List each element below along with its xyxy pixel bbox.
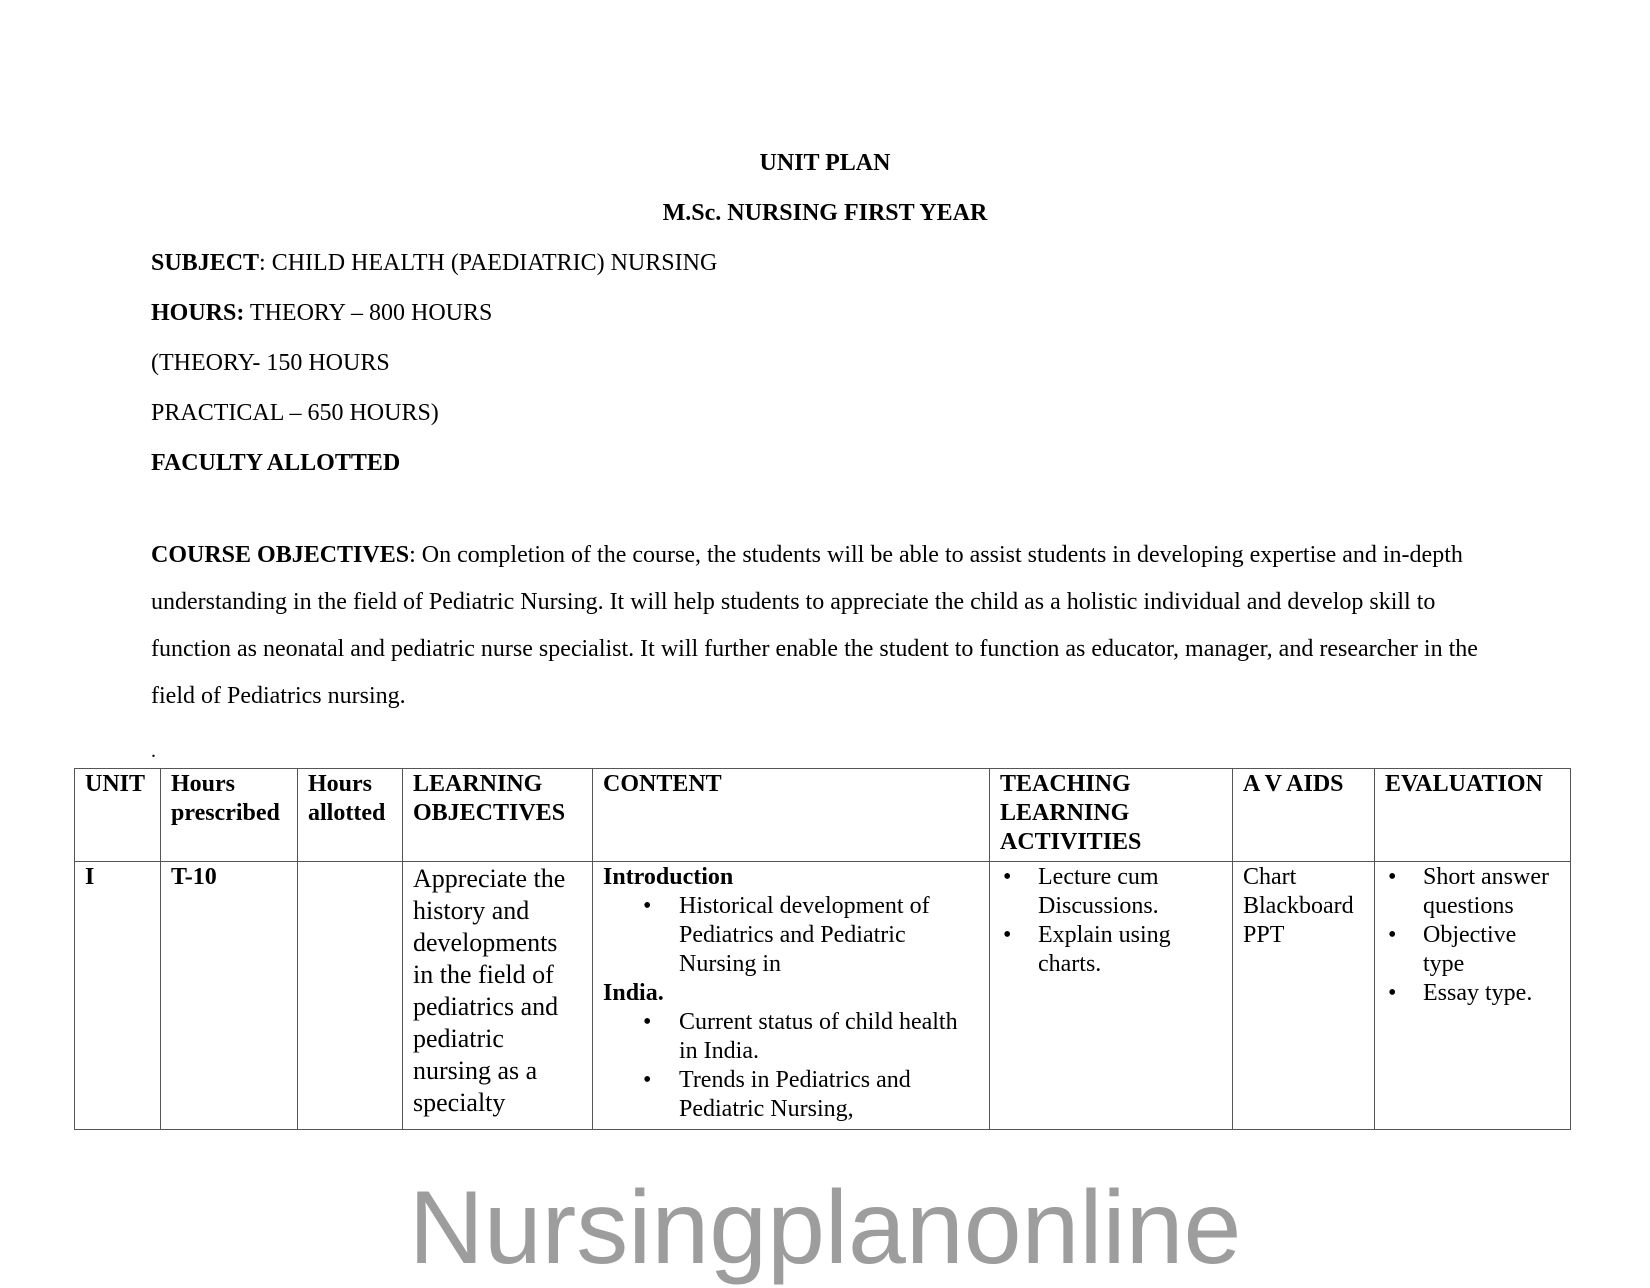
- header-unit: UNIT: [75, 769, 161, 862]
- table-header-row: [75, 769, 1571, 862]
- subject-line: [151, 250, 717, 277]
- list-item: • Explain using charts.: [1000, 921, 1222, 979]
- page-title: UNIT PLAN: [759, 150, 891, 176]
- cell-hours-allotted: [298, 862, 403, 1130]
- course-objectives-text: : On completion of the course, the students will be able to assist students in developing expertise and in-depth understanding in the field of Pediatric Nursing. It will help students to appreciate the child as a holistic individual and develop skill to function as neonatal and pediatric nurse specialist. It will further enable the student to function as educator, manager, and researcher in the field of Pediatrics nursing.: [151, 542, 1478, 709]
- header-learning-objectives: LEARNING OBJECTIVES: [403, 769, 593, 862]
- hours-label: HOURS:: [151, 300, 245, 326]
- av-aid-item: Blackboard: [1243, 893, 1354, 919]
- header-evaluation: EVALUATION: [1375, 769, 1571, 862]
- cell-content: [593, 862, 990, 1130]
- header-content: CONTENT: [593, 769, 990, 862]
- stray-mark: .: [151, 740, 156, 762]
- header-hours-prescribed: Hours prescribed: [161, 769, 298, 862]
- list-item: • Essay type.: [1385, 979, 1560, 1008]
- table-row: [75, 862, 1571, 1130]
- list-item: • Historical development of Pediatrics and Pediatric Nursing in: [603, 892, 979, 979]
- hours-value: THEORY – 800 HOURS: [244, 300, 493, 326]
- faculty-label: FACULTY ALLOTTED: [151, 450, 401, 476]
- course-objectives: [151, 532, 1511, 720]
- subject-label: SUBJECT: [151, 250, 260, 276]
- list-item: • Objective type: [1385, 921, 1560, 979]
- content-subheading: India.: [603, 980, 664, 1006]
- hours-line: [151, 300, 492, 327]
- page-subtitle: M.Sc. NURSING FIRST YEAR: [662, 200, 988, 226]
- cell-av-aids: [1233, 862, 1375, 1130]
- header-av-aids: A V AIDS: [1233, 769, 1375, 862]
- header-teaching-learning: TEACHING LEARNING ACTIVITIES: [990, 769, 1233, 862]
- content-list-a: [603, 892, 979, 979]
- list-item: • Lecture cum Discussions.: [1000, 863, 1222, 921]
- teaching-list: [1000, 863, 1222, 979]
- subject-value: : CHILD HEALTH (PAEDIATRIC) NURSING: [259, 250, 718, 276]
- cell-hours-prescribed: T-10: [161, 862, 298, 1130]
- list-item: • Trends in Pediatrics and Pediatric Nursing,: [603, 1066, 979, 1124]
- watermark-text: Nursingplanonline: [408, 1170, 1242, 1286]
- cell-teaching-learning: [990, 862, 1233, 1130]
- content-list-b: [603, 1008, 979, 1124]
- cell-learning-objective: Appreciate the history and developments in the field of pediatrics and pediatric nursing as a specialty: [403, 862, 593, 1130]
- list-item: • Short answer questions: [1385, 863, 1560, 921]
- practical-line: PRACTICAL – 650 HOURS): [151, 400, 439, 426]
- av-aid-item: PPT: [1243, 922, 1285, 948]
- cell-evaluation: [1375, 862, 1571, 1130]
- unit-plan-table: [74, 768, 1571, 1130]
- av-aid-item: Chart: [1243, 864, 1297, 890]
- list-item: • Current status of child health in India.: [603, 1008, 979, 1066]
- content-heading: Introduction: [603, 864, 734, 890]
- theory-line: (THEORY- 150 HOURS: [151, 350, 390, 376]
- cell-unit: I: [75, 862, 161, 1130]
- course-objectives-label: COURSE OBJECTIVES: [151, 542, 410, 568]
- evaluation-list: [1385, 863, 1560, 1008]
- header-hours-allotted: Hours allotted: [298, 769, 403, 862]
